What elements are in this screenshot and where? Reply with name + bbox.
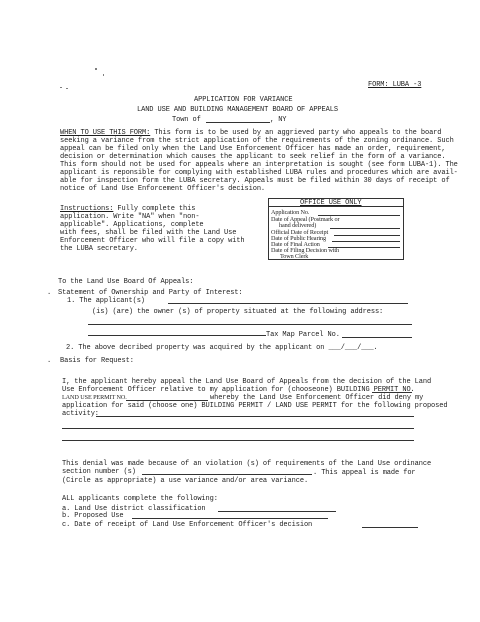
acquired-date-field[interactable]: ___/___/___.	[328, 344, 378, 352]
instructions-text: application. Write "NA" when "non-	[60, 213, 200, 221]
activity-label: activity:	[62, 410, 99, 418]
land-use-permit-no-field[interactable]	[126, 400, 208, 401]
tax-map-number-field[interactable]	[342, 337, 412, 338]
owner-line: (is) (are) the owner (s) of property situated at the following address:	[92, 308, 384, 316]
scan-speck	[103, 74, 104, 76]
appeal-text: application for said (choose one) BUILDING PERMIT / LAND USE PERMIT for the following proposed	[62, 402, 448, 410]
town-label: Town of	[172, 116, 201, 124]
proposed-use-field[interactable]	[132, 518, 328, 519]
variance-choice-text: (Circle as appropriate) a use variance and/or area variance.	[62, 477, 309, 485]
office-field-line[interactable]	[310, 259, 400, 260]
appeal-text: whereby the Land Use Enforcement Officer did deny my	[210, 394, 424, 402]
bullet-dot: .	[47, 289, 52, 297]
office-field-application-no: Application No.	[271, 209, 310, 216]
activity-field[interactable]	[96, 416, 414, 417]
bullet-dot: .	[47, 357, 52, 365]
town-field[interactable]	[206, 122, 270, 123]
appeal-text: I, the applicant hereby appeal the Land Use Board of Appeals from the decision of the Land	[62, 378, 432, 386]
district-classification-field[interactable]	[218, 511, 336, 512]
office-field-line[interactable]	[334, 235, 400, 236]
state-label: , NY	[270, 116, 287, 124]
acquired-text: 2. The above decribed property was acquired by the applicant on	[66, 344, 325, 352]
decision-receipt-label: c. Date of receipt of Land Use Enforcement Officer's decision	[62, 521, 313, 529]
tax-map-label: Tax Map Parcel No.	[266, 331, 340, 339]
scan-speck	[66, 88, 68, 89]
section-number-field[interactable]	[142, 474, 312, 475]
when-to-use-text: appeal can be filed only when the Land Use Enforcement Officer has made an order, requirement,	[60, 145, 446, 153]
when-to-use-line	[60, 129, 441, 137]
instructions-text: applicable". Applications, complete	[60, 221, 204, 229]
applicant-field[interactable]	[168, 303, 408, 304]
address-field[interactable]	[88, 324, 412, 325]
office-box-title: OFFICE USE ONLY	[300, 199, 362, 207]
when-to-use-text: able for inspection form the LUBA secretary. Appeals must be filed within 30 days of receipt of	[60, 177, 450, 185]
instructions-heading: Instructions:	[60, 205, 114, 213]
building-permit-no-field[interactable]	[372, 392, 412, 393]
when-to-use-text: This form should not be used for appeals where an interpretation is sought (see form LUBA-1). The	[60, 161, 458, 169]
instructions-text: Fully complete this	[117, 205, 196, 213]
form-number: FORM: LUBA -3	[368, 81, 422, 89]
acquired-line	[66, 344, 378, 352]
complete-heading: ALL applicants complete the following:	[62, 495, 218, 503]
form-subtitle: LAND USE AND BUILDING MANAGEMENT BOARD OF APPEALS	[137, 106, 338, 114]
office-field-final-action: Date of Final Action	[271, 241, 320, 248]
to-board-line: To the Land Use Board Of Appeals:	[58, 278, 194, 286]
office-field-line[interactable]	[332, 241, 400, 242]
applicant-label: 1. The applicant(s)	[67, 297, 145, 305]
activity-field[interactable]	[62, 440, 414, 441]
office-field-line[interactable]	[330, 228, 400, 229]
instructions-text: Enforcement Officer who will file a copy with	[60, 237, 245, 245]
office-field-town-clerk: Town Clerk	[280, 253, 309, 260]
scan-speck	[60, 87, 62, 88]
instructions-text: with fees, shall be filed with the Land Use	[60, 229, 237, 237]
instructions-text: the LUBA secretary.	[60, 245, 138, 253]
office-field-public-hearing: Date of Public Hearing	[271, 235, 327, 242]
appeal-text: Use Enforcement Officer relative to my application for (chooseone) BUILDING PERMIT NO.	[62, 386, 415, 394]
when-to-use-text: applicant is reponsible for complying with established LUBA rules and procedures which are avail-	[60, 169, 458, 177]
scan-speck	[95, 68, 97, 70]
office-field-official-receipt: Official Date of Receipt	[271, 229, 329, 236]
tax-map-field[interactable]	[88, 335, 266, 336]
office-field-date-appeal: Date of Appeal (Postmark or	[271, 216, 340, 223]
when-to-use-heading: WHEN TO USE THIS FORM:	[60, 129, 151, 137]
district-classification-label: a. Land Use district classification	[62, 505, 206, 513]
when-to-use-text: decision or determination which causes the applicant to seek relief in the form of a variance.	[60, 153, 446, 161]
office-field-hand-delivered: hand delivered)	[279, 222, 317, 229]
decision-receipt-field[interactable]	[362, 527, 418, 528]
appeal-made-for-text: . This appeal is made for	[313, 469, 416, 477]
when-to-use-text: This form is to be used by an aggrieved party who appeals to the board	[154, 129, 442, 137]
when-to-use-text: notice of Land Use Enforcement Officer's decision.	[60, 185, 266, 193]
basis-heading: Basis for Request:	[60, 357, 134, 365]
section-number-label: section number (s)	[62, 468, 136, 476]
form-title: APPLICATION FOR VARIANCE	[194, 96, 293, 104]
statement-heading: Statement of Ownership and Party of Interest:	[58, 289, 243, 297]
office-field-filing-decision: Date of Filing Decision with	[271, 247, 340, 254]
instructions-first-line	[60, 205, 195, 213]
activity-field[interactable]	[62, 428, 414, 429]
when-to-use-text: seeking a variance from the strict application of the requirements of the zoning ordinance. Such	[60, 137, 454, 145]
land-use-permit-label: LAND USE PERMIT NO.	[62, 394, 127, 401]
proposed-use-label: b. Proposed Use	[62, 512, 124, 520]
denial-text: This denial was made because of an violation (s) of requirements of the Land Use ordinance	[62, 460, 432, 468]
